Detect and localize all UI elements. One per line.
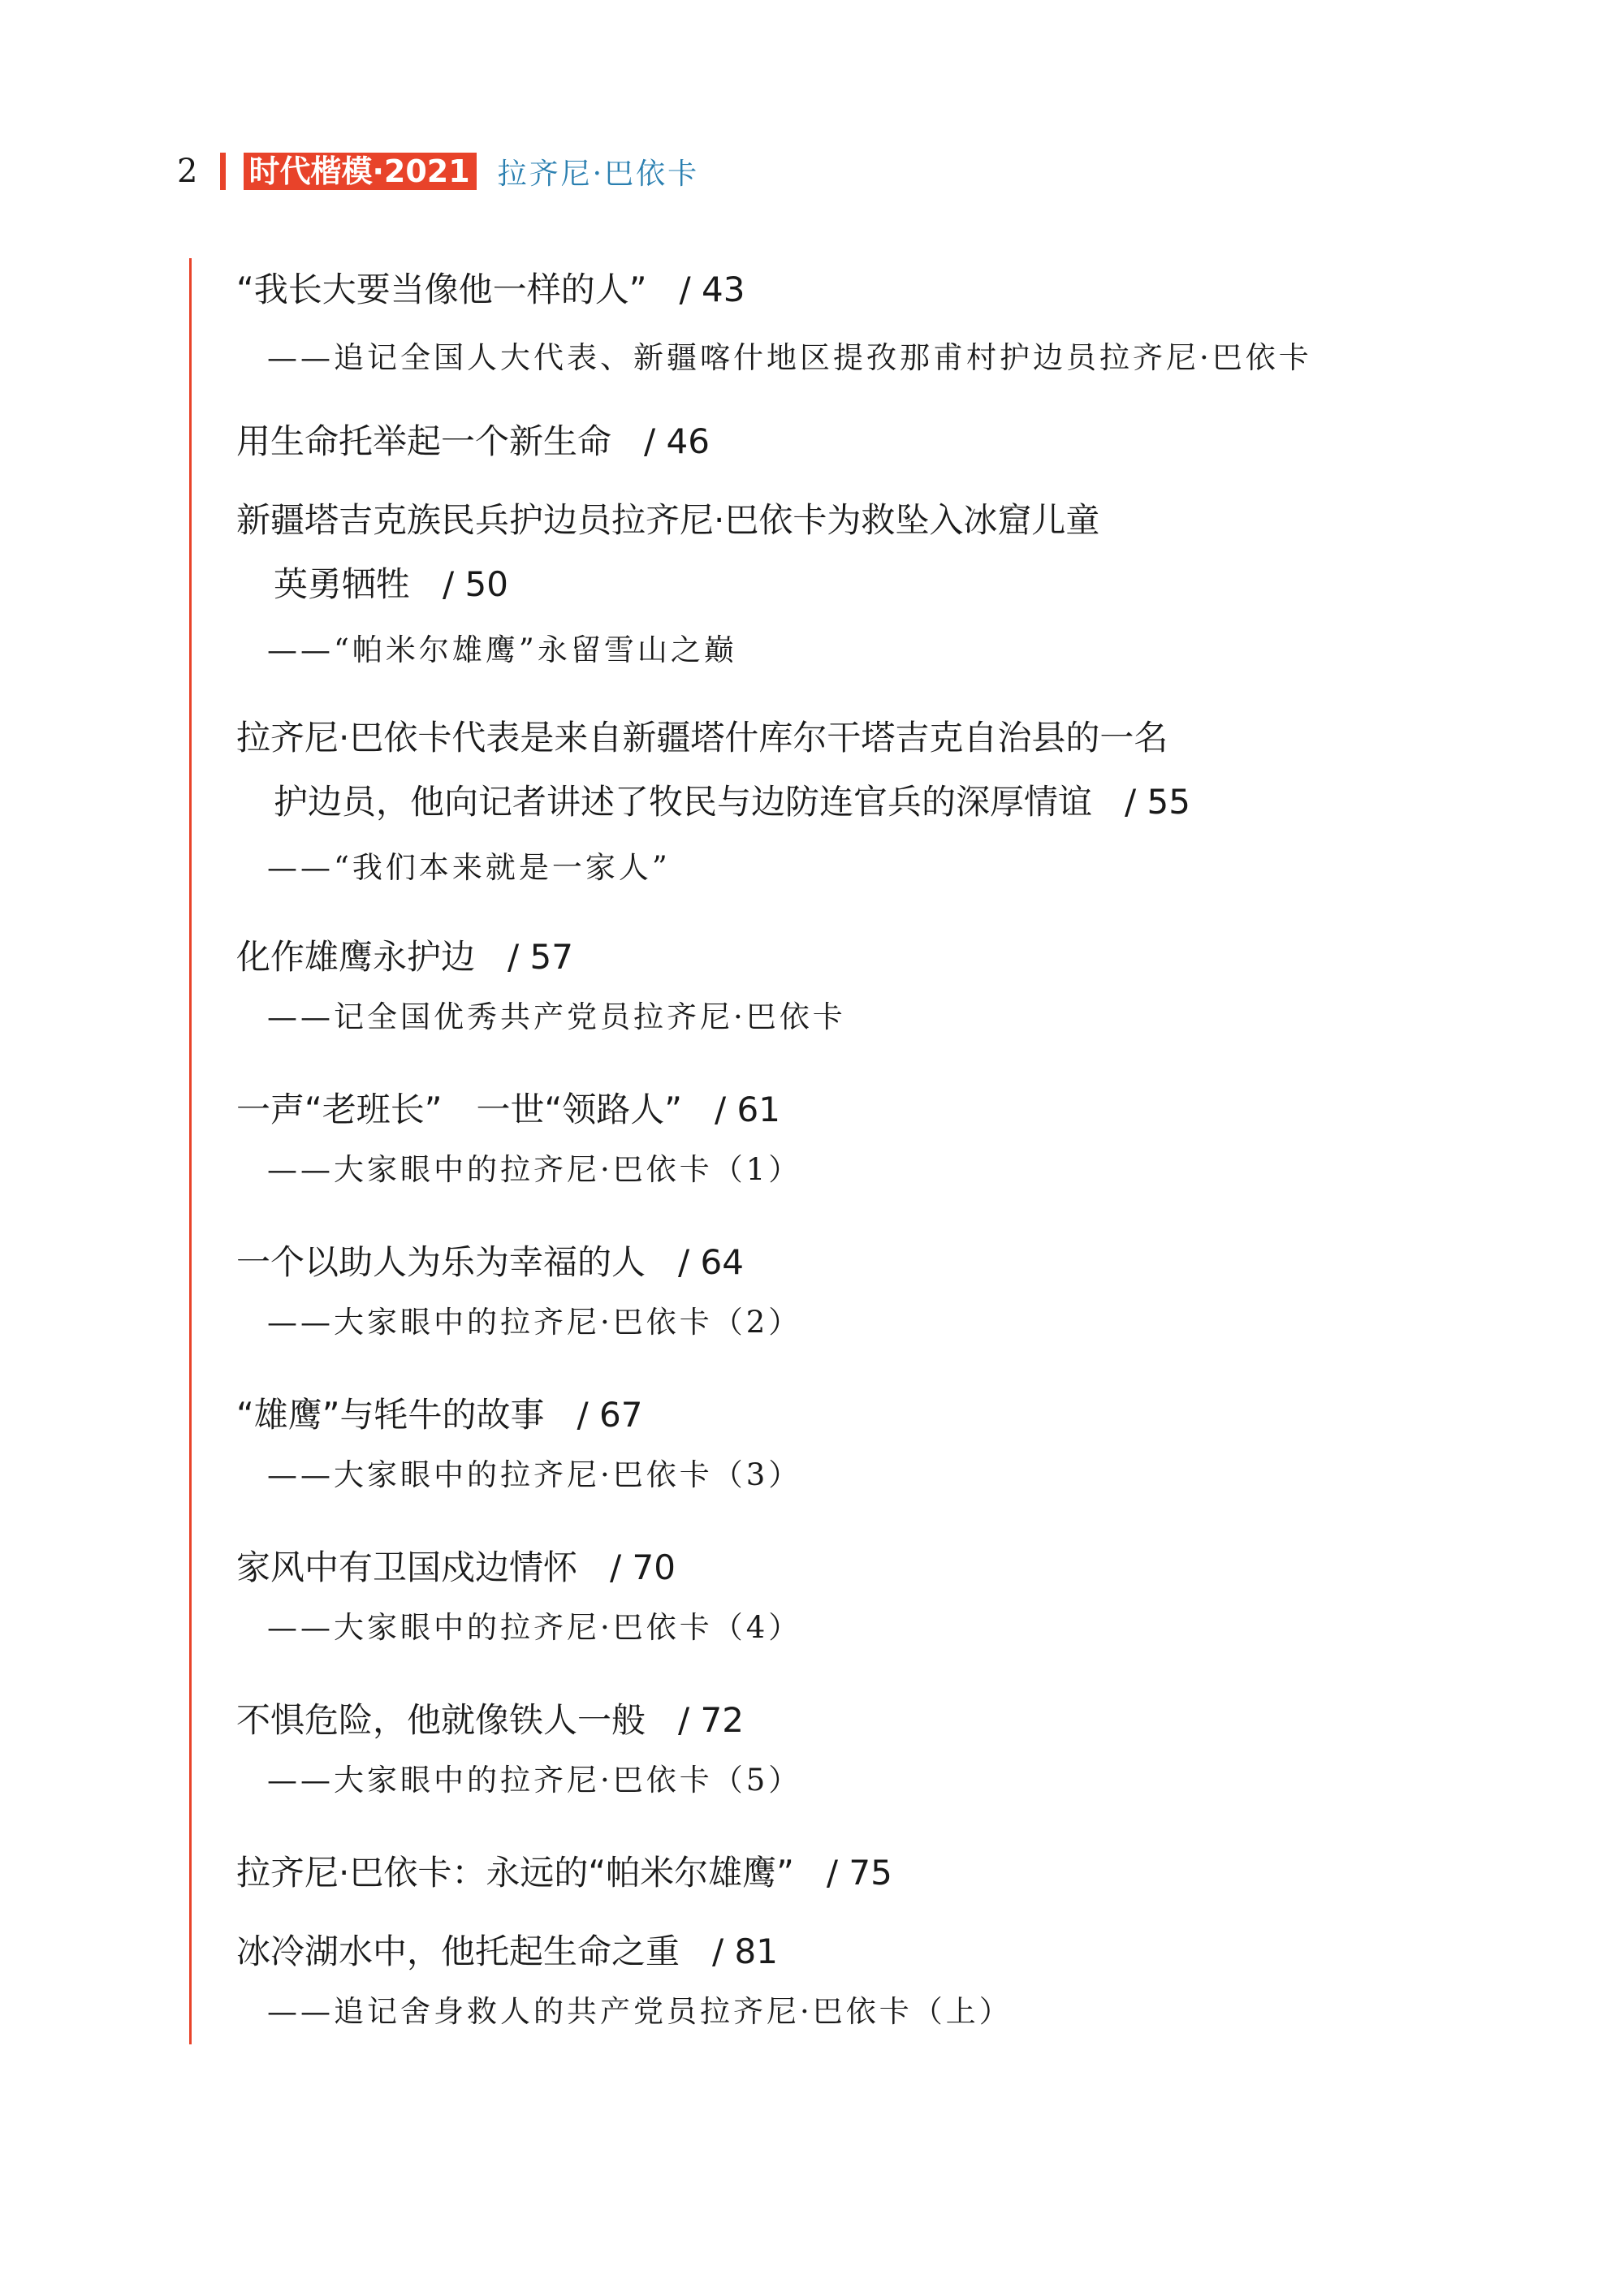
page-ref: / 46 xyxy=(644,421,710,461)
series-badge: 时代楷模·2021 xyxy=(244,153,476,190)
entry-subtitle: ——“帕米尔雄鹰”永留雪山之巅 xyxy=(267,632,737,667)
entry-title: 拉齐尼·巴依卡代表是来自新疆塔什库尔干塔吉克自治县的一名 xyxy=(236,718,1168,758)
entry-title xyxy=(236,1546,676,1590)
entry-title-text: 冰冷湖水中，他托起生命之重 xyxy=(236,1932,680,1971)
page-ref: / 75 xyxy=(826,1853,892,1893)
entry-title-text: 一声“老班长” 一世“领路人” xyxy=(236,1090,683,1129)
entry-title-text: 护边员，他向记者讲述了牧民与边防连官兵的深厚情谊 xyxy=(274,782,1093,822)
entry-title-text: 用生命托举起一个新生命 xyxy=(236,421,612,461)
entry-title-continued xyxy=(274,780,1190,824)
entry-title xyxy=(236,1088,780,1132)
entry-title-text: 拉齐尼·巴依卡：永远的“帕米尔雄鹰” xyxy=(236,1853,794,1893)
page-ref: / 81 xyxy=(712,1932,778,1971)
page-ref: / 61 xyxy=(715,1090,780,1129)
entry-title-text: “我长大要当像他一样的人” xyxy=(236,270,647,309)
entry-title xyxy=(236,268,745,312)
running-header xyxy=(177,149,699,194)
page-ref: / 55 xyxy=(1125,782,1190,822)
entry-title xyxy=(236,1851,892,1895)
entry-title-continued xyxy=(274,563,508,606)
entry-subtitle: ——追记舍身救人的共产党员拉齐尼·巴依卡（上） xyxy=(267,1994,1013,2029)
entry-title-text: 化作雄鹰永护边 xyxy=(236,937,476,977)
entry-title-text: 英勇牺牲 xyxy=(274,564,411,604)
page-ref: / 72 xyxy=(678,1700,744,1740)
entry-title xyxy=(236,1930,778,1974)
entry-subtitle: ——大家眼中的拉齐尼·巴依卡（4） xyxy=(267,1610,802,1645)
entry-title xyxy=(236,1241,744,1284)
entry-title-text: “雄鹰”与牦牛的故事 xyxy=(236,1395,545,1435)
entry-subtitle: ——追记全国人大代表、新疆喀什地区提孜那甫村护边员拉齐尼·巴依卡 xyxy=(267,340,1312,375)
entry-subtitle: ——“我们本来就是一家人” xyxy=(267,850,671,885)
entry-subtitle: ——大家眼中的拉齐尼·巴依卡（2） xyxy=(267,1305,802,1340)
entry-title-text: 不惧危险，他就像铁人一般 xyxy=(236,1700,646,1740)
entry-title xyxy=(236,1698,744,1742)
page-ref: / 70 xyxy=(610,1547,676,1587)
entry-title-text: 家风中有卫国戍边情怀 xyxy=(236,1547,578,1587)
entry-subtitle: ——大家眼中的拉齐尼·巴依卡（5） xyxy=(267,1763,802,1798)
page-ref: / 67 xyxy=(577,1395,643,1435)
page-ref: / 43 xyxy=(679,270,745,309)
header-divider xyxy=(220,153,226,190)
entry-subtitle: ——大家眼中的拉齐尼·巴依卡（1） xyxy=(267,1152,802,1187)
page-ref: / 64 xyxy=(678,1242,744,1282)
table-of-contents xyxy=(189,258,1410,2044)
series-subtitle: 拉齐尼·巴依卡 xyxy=(497,157,700,191)
entry-title-text: 一个以助人为乐为幸福的人 xyxy=(236,1242,646,1282)
entry-title: 新疆塔吉克族民兵护边员拉齐尼·巴依卡为救坠入冰窟儿童 xyxy=(236,500,1100,540)
entry-title xyxy=(236,1393,642,1437)
page-ref: / 57 xyxy=(508,937,573,977)
page-ref: / 50 xyxy=(443,564,508,604)
entry-subtitle: ——记全国优秀共产党员拉齐尼·巴依卡 xyxy=(267,999,846,1034)
entry-subtitle: ——大家眼中的拉齐尼·巴依卡（3） xyxy=(267,1457,802,1492)
entry-title xyxy=(236,420,710,464)
entry-title xyxy=(236,935,573,979)
page-number: 2 xyxy=(177,153,198,190)
